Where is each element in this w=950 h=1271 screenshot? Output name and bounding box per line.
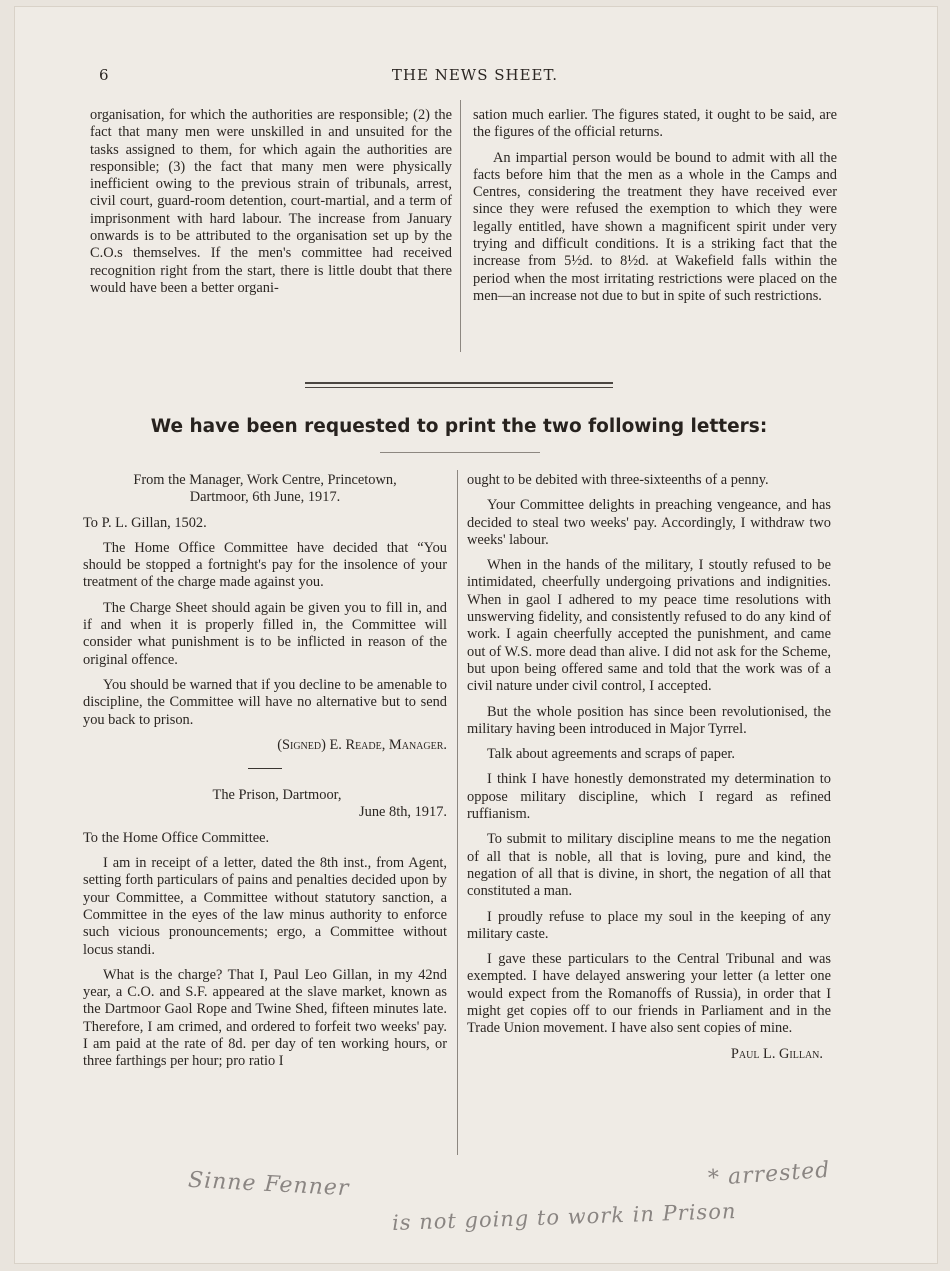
section-headline: We have been requested to print the two following letters: [150, 416, 768, 437]
handwritten-note: * arrested [707, 1157, 832, 1192]
letter-signature: (Signed) E. Reade, Manager. [277, 736, 447, 753]
letter-date-line: Dartmoor, 6th June, 1917. [189, 489, 341, 506]
letter-paragraph: Your Committee delights in preaching vengeance, and has decided to steal two weeks' pay. Accordingly, I withdraw two weeks' labour. [467, 497, 831, 548]
article-paragraph: An impartial person would be bound to admit with all the facts before him that the men as a whole in the Camps and Centres, considering the treatment they have received ever since they were refused the exemption to which they were legally entitled, have shown a magnificent spirit under very trying and difficult conditions. It is a striking fact that the increase from 5½d. to 8½d. at Wakefield falls within the period when the most irritating restrictions were placed on the men—an increase not due to but in spite of such restrictions. [473, 149, 837, 304]
article-paragraph: organisation, for which the authorities are responsible; (2) the fact that many men were unskilled in and unsuited for the tasks assigned to them, for which again the authorities are responsible; (3) the fact that many men were physically inefficient owing to the previous strain of tribunals, arrest, civil court, guard-room detention, court-martial, and a term of imprisonment with hard labour. The increase from January onwards is to be attributed to the organisation set up by the C.O.s themselves. If the men's committee had received recognition right from the start, there is little doubt that there would have been a better organi- [90, 107, 452, 296]
letter-separator [248, 768, 282, 769]
letter-from-line: From the Manager, Work Centre, Princetown, [133, 472, 397, 488]
letters-left-column [83, 472, 447, 1071]
letter-recipient: To the Home Office Committee. [83, 829, 270, 846]
column-divider [457, 470, 458, 1155]
article-paragraph: sation much earlier. The figures stated, it ought to be said, are the figures of the official returns. [473, 107, 837, 141]
top-left-column [90, 107, 452, 297]
letter-paragraph: When in the hands of the military, I stoutly refused to be intimidated, cheerfully undergoing privations and indignities. When in gaol I adhered to my peace time resolutions with unswerving fidelity, and consistently refused to do any kind of work. I again cheerfully accepted the punishment, and came out of W.S. more dead than alive. I did not ask for the Scheme, but upon being offered same and told that the work was of a civil nature under civil control, I accepted. [467, 557, 831, 695]
page-number: 6 [99, 66, 109, 84]
letter-paragraph: To submit to military discipline means to me the negation of all that is noble, all that is loving, pure and kind, the negation of all that is divine, in short, the negation of all that constituted a man. [467, 831, 831, 900]
letter-paragraph: ought to be debited with three-sixteenths of a penny. [467, 472, 769, 488]
handwritten-note: Sinne Fenner [187, 1167, 350, 1202]
section-rule [305, 382, 613, 384]
letter-recipient: To P. L. Gillan, 1502. [83, 514, 207, 531]
newspaper-title: THE NEWS SHEET. [391, 66, 559, 84]
letter-paragraph: I am in receipt of a letter, dated the 8th inst., from Agent, setting forth particulars of pains and penalties decided upon by your Committee, a Committee without statutory sanction, a Committee in the eyes of the law minus authority to enforce such vicious pronouncements; ergo, a Committee without locus standi. [83, 855, 447, 958]
column-divider [460, 100, 461, 352]
letters-right-column [467, 472, 831, 1063]
headline-underline [380, 452, 540, 453]
letter-paragraph: I think I have honestly demonstrated my determination to oppose military discipline, which I regard as refined ruffianism. [467, 771, 831, 823]
letter-date-line: June 8th, 1917. [359, 804, 447, 821]
section-rule [305, 387, 613, 388]
top-right-column [473, 107, 837, 305]
letter-address: The Prison, Dartmoor, [212, 787, 342, 804]
letter-paragraph: The Charge Sheet should again be given you to fill in, and if and when it is properly filled in, the Committee will consider what punishment is to be inflicted in reason of the original offence. [83, 599, 447, 668]
letter-paragraph: I proudly refuse to place my soul in the keeping of any military caste. [467, 908, 831, 942]
letter-paragraph: But the whole position has since been revolutionised, the military having been introduced in Major Tyrrel. [467, 703, 831, 737]
letter-paragraph: You should be warned that if you decline to be amenable to discipline, the Committee will have no alternative but to send you back to prison. [83, 676, 447, 728]
letter-paragraph: What is the charge? That I, Paul Leo Gillan, in my 42nd year, a C.O. and S.F. appeared at the slave market, known as the Dartmoor Gaol Rope and Twine Shed, fifteen minutes late. Therefore, I am crimed, and ordered to forfeit two weeks' pay. I am paid at the rate of 8d. per day of ten working hours, or three farthings per hour; pro ratio I [83, 966, 447, 1070]
letter-paragraph: Talk about agreements and scraps of paper. [487, 746, 735, 763]
letter-paragraph: I gave these particulars to the Central Tribunal and was exempted. I have delayed answering your letter (a letter one would expect from the Romanoffs of Russia), in order that I might get copies off to our friends in Parliament and in the Trade Union movement. I have also sent copies of mine. [467, 951, 831, 1037]
handwritten-note: is not going to work in Prison [391, 1198, 737, 1236]
letter-signature: Paul L. Gillan. [730, 1045, 823, 1062]
letter-paragraph: The Home Office Committee have decided that “You should be stopped a fortnight's pay for the insolence of your treatment of the charge made against you. [83, 539, 447, 591]
